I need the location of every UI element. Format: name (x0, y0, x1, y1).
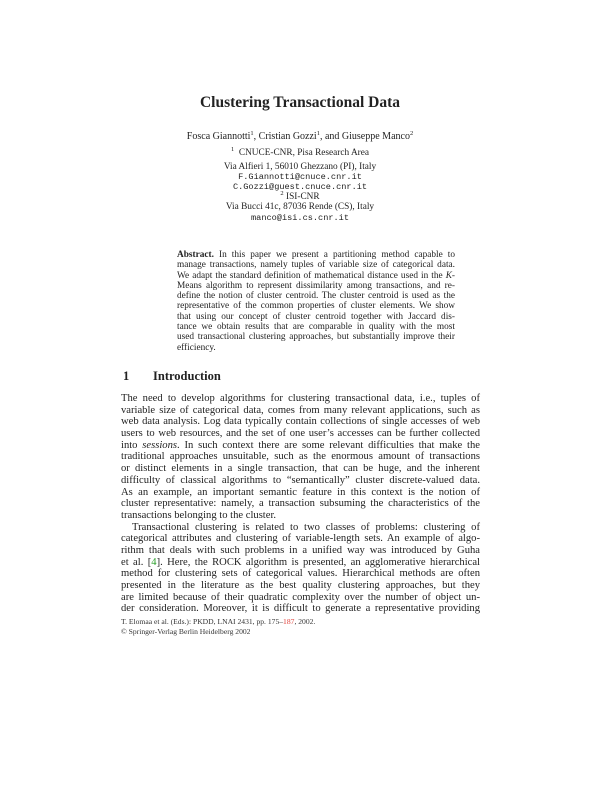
affiliation-mark: 1 (230, 146, 235, 153)
body-line: users to web resources, and the set of one user’s accesses can be further collected (121, 428, 480, 440)
email-manco: manco@isi.cs.cnr.it (251, 213, 349, 223)
body-line: web data analysis. Log data typically contain collections of single accesses of web (121, 416, 480, 428)
body-line: difficulty of classical algorithms to “semantically” cluster discrete-valued data. (121, 474, 480, 486)
body-text-run: into (121, 439, 143, 451)
abstract (177, 250, 455, 353)
body-line: traditional approaches unsuitable, such as the enormous amount of transactions (121, 451, 480, 463)
body-line: der consideration. Moreover, it is difficult to generate a representative providing (121, 603, 480, 615)
author-list (0, 131, 600, 142)
abstract-line: tance we obtain results that are comparable in quality with the most (177, 322, 455, 333)
section-number: 1 (123, 369, 130, 383)
body-line: As an example, an important semantic feature in this context is the notion of (121, 486, 480, 498)
footer-citation (121, 617, 315, 627)
author-name: Fosca Giannotti (186, 131, 251, 142)
body-line: variable size of categorical data, comes from many relevant applications, such as (121, 404, 480, 416)
abstract-line: representative of the common properties of cluster elements. We show (177, 301, 455, 312)
body-emphasis: sessions (142, 439, 178, 451)
body-text (121, 393, 480, 615)
email-giannotti: F.Giannotti@cnuce.cnr.it (238, 172, 362, 182)
section-title: Introduction (153, 369, 221, 383)
page-range-link[interactable]: 187 (283, 617, 295, 626)
abstract-line: used transactional clustering approaches, but substantially improve their (177, 332, 455, 343)
body-text-run: et al. [ (121, 556, 152, 568)
body-line: presented in the literature as the best quality clustering approaches, but they (121, 580, 480, 591)
author-name: Cristian Gozzi (258, 131, 317, 142)
affiliation-1-name (0, 148, 600, 159)
author-separator: , and (319, 131, 342, 142)
affiliation-text: CNUCE-CNR, Pisa Research Area (238, 148, 370, 158)
body-line (121, 440, 480, 452)
abstract-line: manage transactions, namely tuples of variable size of categorical data. (177, 260, 455, 271)
body-line: The need to develop algorithms for clustering transactional data, i.e., tuples of (121, 393, 480, 404)
abstract-text: We adapt the standard definition of mathematical distance used in the (177, 270, 446, 281)
abstract-line: efficiency. (177, 342, 216, 353)
affiliation-mark: 1 (250, 130, 254, 137)
footer-text: , 2002. (294, 617, 316, 626)
body-text-run: ]. Here, the ROCK algorithm is presented, an agglomerative hierarchical (156, 556, 480, 568)
body-line: categorical attributes and clustering of variable-length sets. An example of algo- (121, 533, 480, 545)
affiliation-mark: 1 (316, 130, 320, 137)
footer-text: T. Elomaa et al. (Eds.): PKDD, LNAI 2431, pp. 175– (121, 617, 284, 626)
abstract-math: K- (445, 270, 455, 281)
abstract-line: define the notion of cluster centroid. The cluster centroid is used as the (177, 291, 455, 302)
abstract-line: Means algorithm to represent dissimilarity among transactions, and re- (177, 280, 455, 291)
paper-title: Clustering Transactional Data (199, 94, 401, 111)
abstract-line: that using our concept of cluster centroid together with Jaccard dis- (177, 311, 455, 322)
body-line: method for clustering sets of categorical values. Hierarchical methods are often (121, 568, 480, 580)
footer-copyright: © Springer-Verlag Berlin Heidelberg 2002 (121, 627, 251, 636)
abstract-line (177, 271, 455, 281)
abstract-line (177, 250, 455, 260)
author-name: Giuseppe Manco (341, 131, 410, 142)
email-gozzi: C.Gozzi@guest.cnuce.cnr.it (232, 182, 368, 192)
body-line (121, 557, 480, 569)
author-separator: , (253, 131, 259, 142)
body-line: Transactional clustering is related to two classes of problems: clustering of (132, 521, 480, 533)
affiliation-mark: 2 (409, 130, 414, 137)
body-text-run: . In such context there are some relevant difficulties that make the (177, 439, 480, 451)
body-line: cluster representative: namely, a transaction subsuming the characteristics of the (121, 498, 480, 510)
abstract-text: In this paper we present a partitioning method capable to (213, 250, 455, 260)
affiliation-mark: 2 (280, 190, 284, 197)
affiliation-2-address: Via Bucci 41c, 87036 Rende (CS), Italy (225, 202, 375, 212)
affiliation-text: ISI-CNR (286, 192, 320, 202)
citation-link[interactable]: 4 (151, 556, 157, 568)
section-heading (123, 369, 221, 384)
abstract-label: Abstract. (177, 250, 214, 260)
body-line: transactions belonging to the cluster. (121, 509, 277, 521)
body-line: rithm that deals with such problems in a unified way was introduced by Guha (121, 544, 480, 556)
body-line: are limited because of their quadratic complexity over the number of object un- (121, 591, 480, 603)
affiliation-1-address: Via Alfieri 1, 56010 Ghezzano (PI), Italy (223, 162, 377, 172)
body-line: or distinct elements in a single transaction, that can be huge, and the inherent (121, 463, 480, 475)
